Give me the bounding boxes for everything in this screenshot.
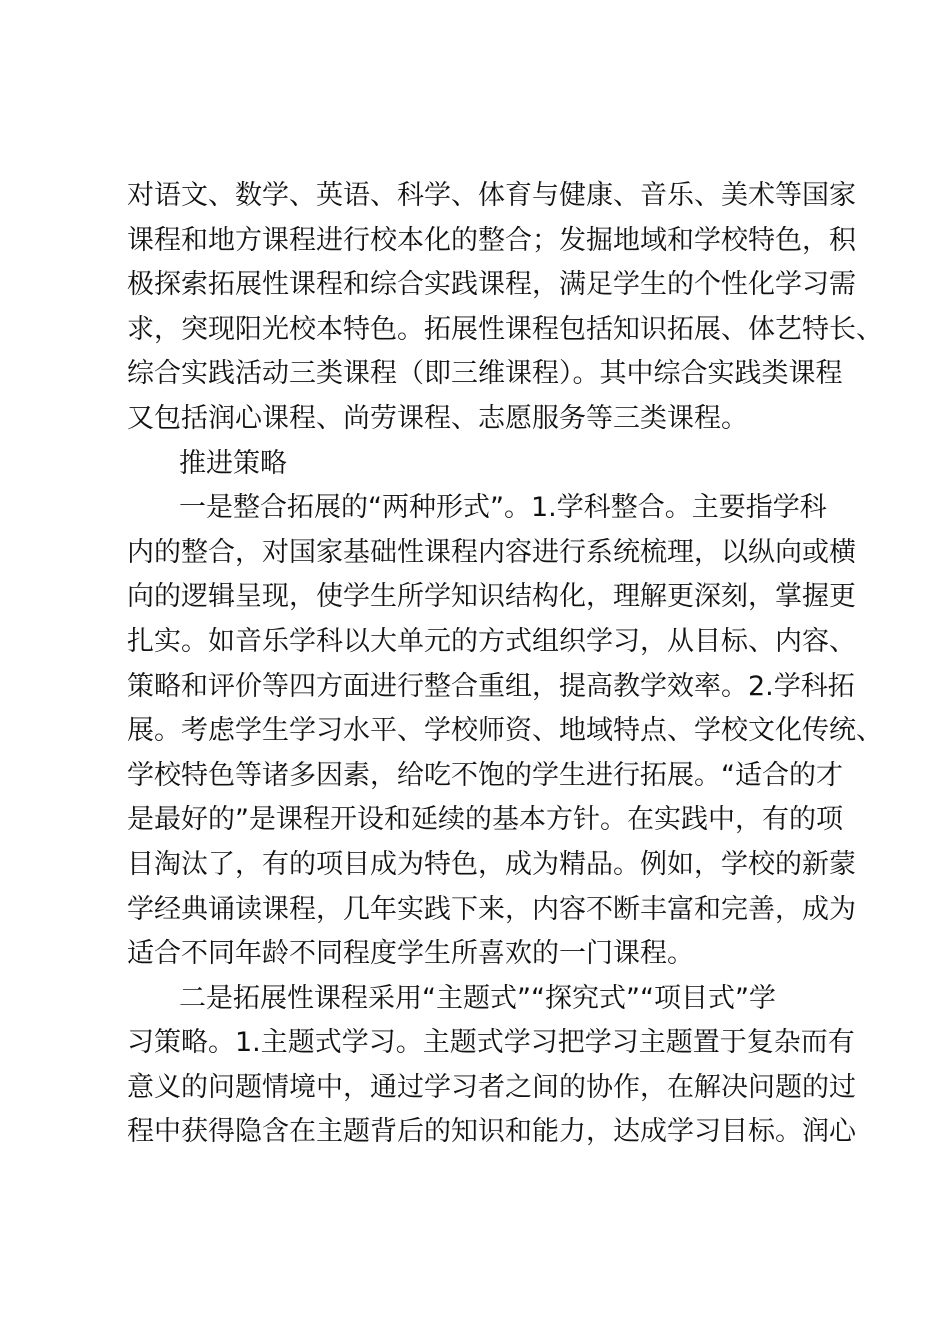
text-line: 二是拓展性课程采用“主题式”“探究式”“项目式”学 xyxy=(179,982,776,1014)
text-line: 向的逻辑呈现，使学生所学知识结构化，理解更深刻，掌握更 xyxy=(127,581,856,613)
body-text xyxy=(127,174,883,1155)
text-line: 展。考虑学生学习水平、学校师资、地域特点、学校文化传统、 xyxy=(127,715,883,747)
text-line: 是最好的”是课程开设和延续的基本方针。在实践中，有的项 xyxy=(127,804,843,836)
text-line: 学校特色等诸多因素，给吃不饱的学生进行拓展。“适合的才 xyxy=(127,759,843,791)
text-line: 对语文、数学、英语、科学、体育与健康、音乐、美术等国家 xyxy=(127,180,856,211)
paragraph-intro xyxy=(127,174,883,442)
text-line: 一是整合拓展的“两种形式”。1.学科整合。主要指学科 xyxy=(179,492,827,524)
text-line: 习策略。1.主题式学习。主题式学习把学习主题置于复杂而有 xyxy=(127,1027,855,1059)
text-line: 意义的问题情境中，通过学习者之间的协作，在解决问题的过 xyxy=(127,1071,856,1103)
paragraph-strategy-one xyxy=(127,486,883,977)
text-line: 求，突现阳光校本特色。拓展性课程包括知识拓展、体艺特长、 xyxy=(127,313,883,345)
text-line: 综合实践活动三类课程（即三维课程）。其中综合实践类课程 xyxy=(127,358,843,390)
text-line: 程中获得隐含在主题背后的知识和能力，达成学习目标。润心 xyxy=(127,1116,856,1148)
text-line: 适合不同年龄不同程度学生所喜欢的一门课程。 xyxy=(127,938,694,970)
text-line: 学经典诵读课程，几年实践下来，内容不断丰富和完善，成为 xyxy=(127,893,856,925)
text-line: 扎实。如音乐学科以大单元的方式组织学习，从目标、内容、 xyxy=(127,625,856,657)
text-line: 内的整合，对国家基础性课程内容进行系统梳理，以纵向或横 xyxy=(127,536,856,568)
section-heading xyxy=(127,442,837,487)
heading-text: 推进策略 xyxy=(179,447,287,479)
text-line: 策略和评价等四方面进行整合重组，提高教学效率。2.学科拓 xyxy=(127,670,855,702)
text-line: 目淘汰了，有的项目成为特色，成为精品。例如，学校的新蒙 xyxy=(127,848,856,880)
text-line: 课程和地方课程进行校本化的整合；发掘地域和学校特色，积 xyxy=(127,224,856,256)
paragraph-strategy-two xyxy=(127,977,856,1155)
text-line: 极探索拓展性课程和综合实践课程，满足学生的个性化学习需 xyxy=(127,269,856,301)
text-line: 又包括润心课程、尚劳课程、志愿服务等三类课程。 xyxy=(127,402,748,434)
